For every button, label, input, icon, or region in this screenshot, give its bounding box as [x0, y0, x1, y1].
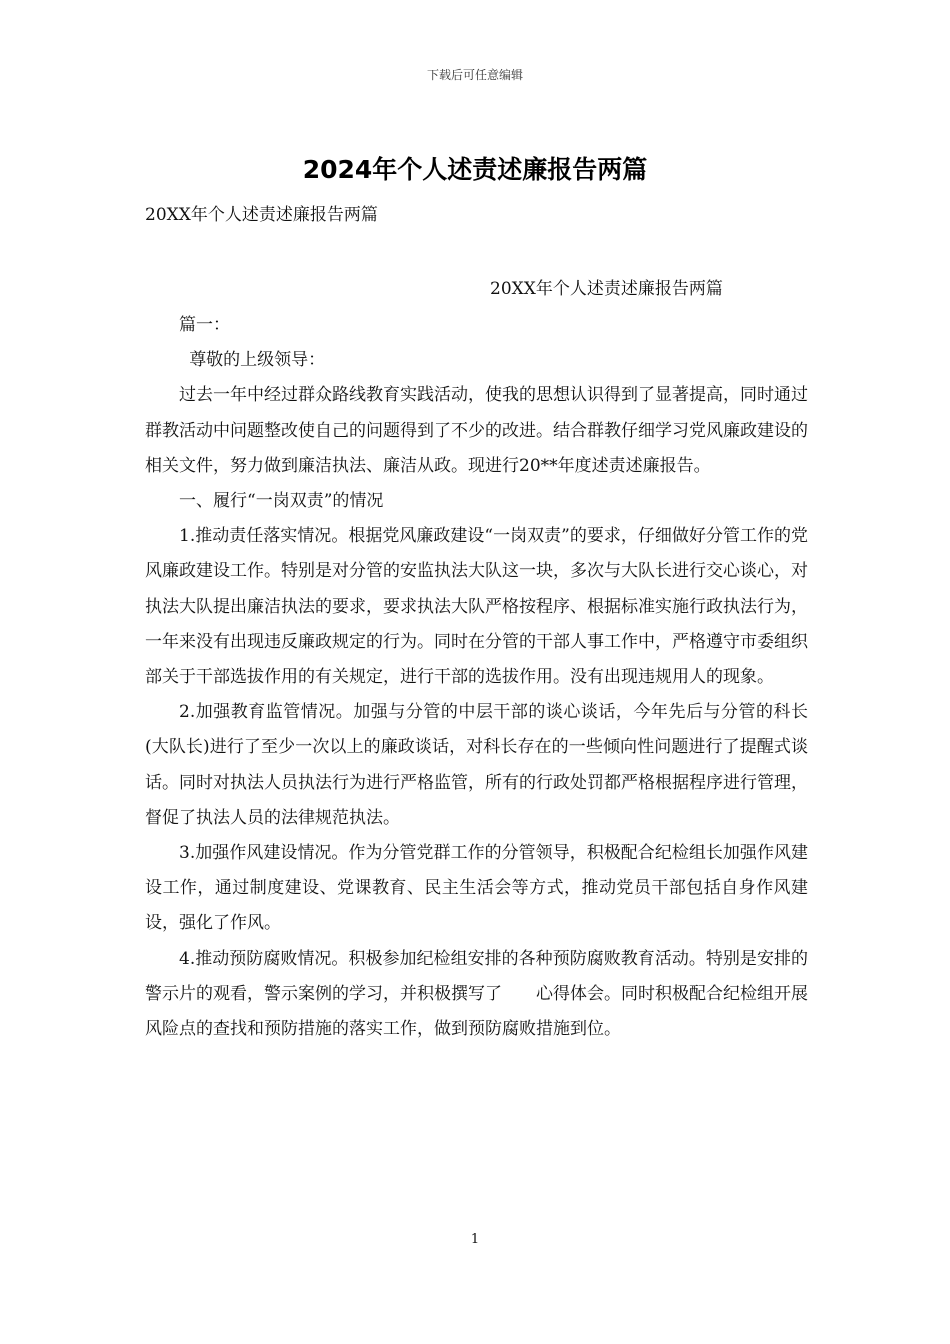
document-subtitle-repeated: 20XX年个人述责述廉报告两篇 [490, 279, 723, 299]
body-paragraph: 4.推动预防腐败情况。积极参加纪检组安排的各种预防腐败教育活动。特别是安排的警示片的观看，警示案例的学习，并积极撰写了 心得体会。同时积极配合纪检组开展风险点的查找和预防措施的落实工作，做到预防腐败措施到位。 [145, 948, 808, 1040]
page-number: 1 [470, 1232, 480, 1247]
body-paragraph: 1.推动责任落实情况。根据党风廉政建设“一岗双责”的要求，仔细做好分管工作的党风廉政建设工作。特别是对分管的安监执法大队这一块，多次与大队长进行交心谈心，对执法大队提出廉洁执法的要求，要求执法大队严格按程序、根据标准实施行政执法行为，一年来没有出现违反廉政规定的行为。同时在分管的干部人事工作中，严格遵守市委组织部关于干部选拔作用的有关规定，进行干部的选拔作用。没有出现违规用人的现象。 [145, 526, 808, 688]
page-header-note: 下载后可任意编辑 [426, 68, 523, 82]
document-subtitle: 20XX年个人述责述廉报告两篇 [145, 205, 378, 225]
section-heading: 一、履行“一岗双责”的情况 [179, 491, 384, 512]
body-paragraph: 3.加强作风建设情况。作为分管党群工作的分管领导，积极配合纪检组长加强作风建设工作，通过制度建设、党课教育、民主生活会等方式，推动党员干部包括自身作风建设，强化了作风。 [145, 843, 808, 934]
document-body [145, 308, 808, 1047]
section-label: 篇一： [179, 315, 230, 335]
document-title: 2024年个人述责述廉报告两篇 [302, 155, 648, 184]
body-paragraph: 过去一年中经过群众路线教育实践活动，使我的思想认识得到了显著提高，同时通过群教活动中问题整改使自己的问题得到了不少的改进。结合群教仔细学习党风廉政建设的相关文件，努力做到廉洁执法、廉洁从政。现进行20**年度述责述廉报告。 [145, 385, 808, 476]
salutation: 尊敬的上级领导： [189, 350, 326, 371]
body-paragraph: 2.加强教育监管情况。加强与分管的中层干部的谈心谈话，今年先后与分管的科长(大队长)进行了至少一次以上的廉政谈话，对科长存在的一些倾向性问题进行了提醒式谈话。同时对执法人员执法行为进行严格监管，所有的行政处罚都严格根据程序进行管理，督促了执法人员的法律规范执法。 [145, 702, 808, 828]
